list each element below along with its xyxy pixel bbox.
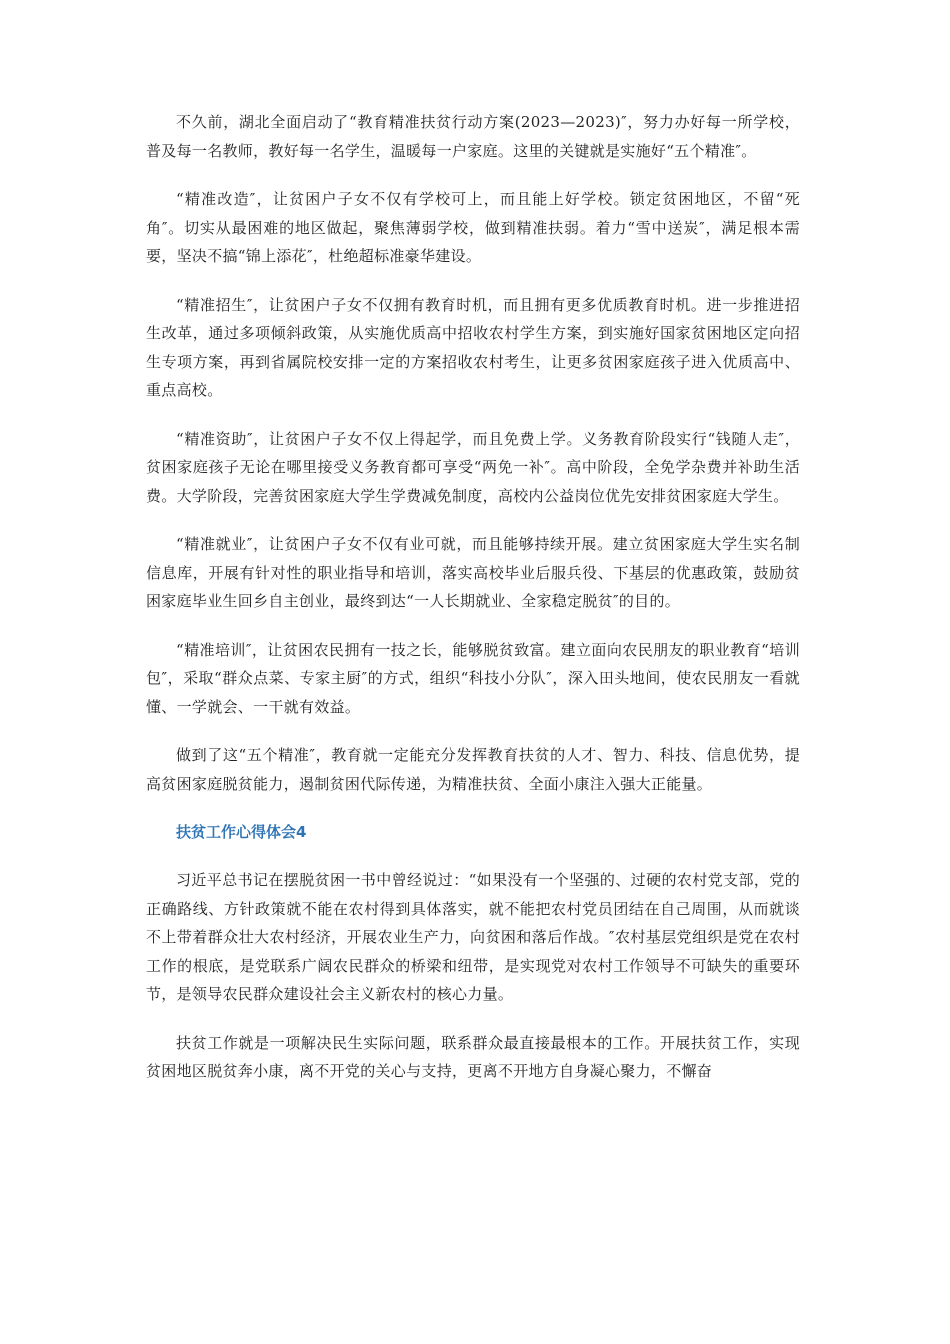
paragraph-precise-renovation: “精准改造″，让贫困户子女不仅有学校可上，而且能上好学校。锁定贫困地区，不留“死角″。切实从最困难的地区做起，聚焦薄弱学校，做到精准扶弱。着力“雪中送炭″，满足根本需要，坚决不搞“锦上添花″，杜绝超标准豪华建设。 xyxy=(146,190,800,265)
paragraph-precise-employment: “精准就业″，让贫困户子女不仅有业可就，而且能够持续开展。建立贫困家庭大学生实名制信息库，开展有针对性的职业指导和培训，落实高校毕业后服兵役、下基层的优惠政策，鼓励贫困家庭毕业生回乡自主创业，最终到达“一人长期就业、全家稳定脱贫″的目的。 xyxy=(146,535,800,610)
paragraph-precise-training: “精准培训″，让贫困农民拥有一技之长，能够脱贫致富。建立面向农民朋友的职业教育“培训包″，采取“群众点菜、专家主厨″的方式，组织“科技小分队″，深入田头地间，使农民朋友一看就懂、一学就会、一干就有效益。 xyxy=(146,640,800,716)
paragraph-precise-funding: “精准资助″，让贫困户子女不仅上得起学，而且免费上学。义务教育阶段实行“钱随人走″，贫困家庭孩子无论在哪里接受义务教育都可享受“两免一补″。高中阶段，全免学杂费并补助生活费。大学阶段，完善贫困家庭大学生学费减免制度，高校内公益岗位优先安排贫困家庭大学生。 xyxy=(146,429,800,505)
paragraph-party-branch: 习近平总书记在摆脱贫困一书中曾经说过：“如果没有一个坚强的、过硬的农村党支部，党的正确路线、方针政策就不能在农村得到具体落实，就不能把农村党员团结在自己周围，从而就谈不上带着群众壮大农村经济，开展农业生产力，向贫困和落后作战。″农村基层党组织是党在农村工作的根底，是党联系广阔农民群众的桥梁和纽带，是实现党对农村工作领导不可缺失的重要环节，是领导农民群众建设社会主义新农村的核心力量。 xyxy=(146,871,800,1003)
section-heading: 扶贫工作心得体会4 xyxy=(176,823,307,841)
paragraph-conclusion: 做到了这“五个精准″，教育就一定能充分发挥教育扶贫的人才、智力、科技、信息优势，提高贫困家庭脱贫能力，遏制贫困代际传递，为精准扶贫、全面小康注入强大正能量。 xyxy=(146,746,800,793)
paragraph-intro: 不久前，湖北全面启动了“教育精准扶贫行动方案(2023—2023)″，努力办好每一所学校，普及每一名教师，教好每一名学生，温暖每一户家庭。这里的关键就是实施好“五个精准″。 xyxy=(146,113,800,160)
paragraph-precise-enrollment: “精准招生″，让贫困户子女不仅拥有教育时机，而且拥有更多优质教育时机。进一步推进招生改革，通过多项倾斜政策，从实施优质高中招收农村学生方案，到实施好国家贫困地区定向招生专项方案，再到省属院校安排一定的方案招收农村考生，让更多贫困家庭孩子进入优质高中、重点高校。 xyxy=(146,295,800,399)
paragraph-poverty-work: 扶贫工作就是一项解决民生实际问题，联系群众最直接最根本的工作。开展扶贫工作，实现贫困地区脱贫奔小康，离不开党的关心与支持，更离不开地方自身凝心聚力，不懈奋 xyxy=(146,1033,800,1080)
